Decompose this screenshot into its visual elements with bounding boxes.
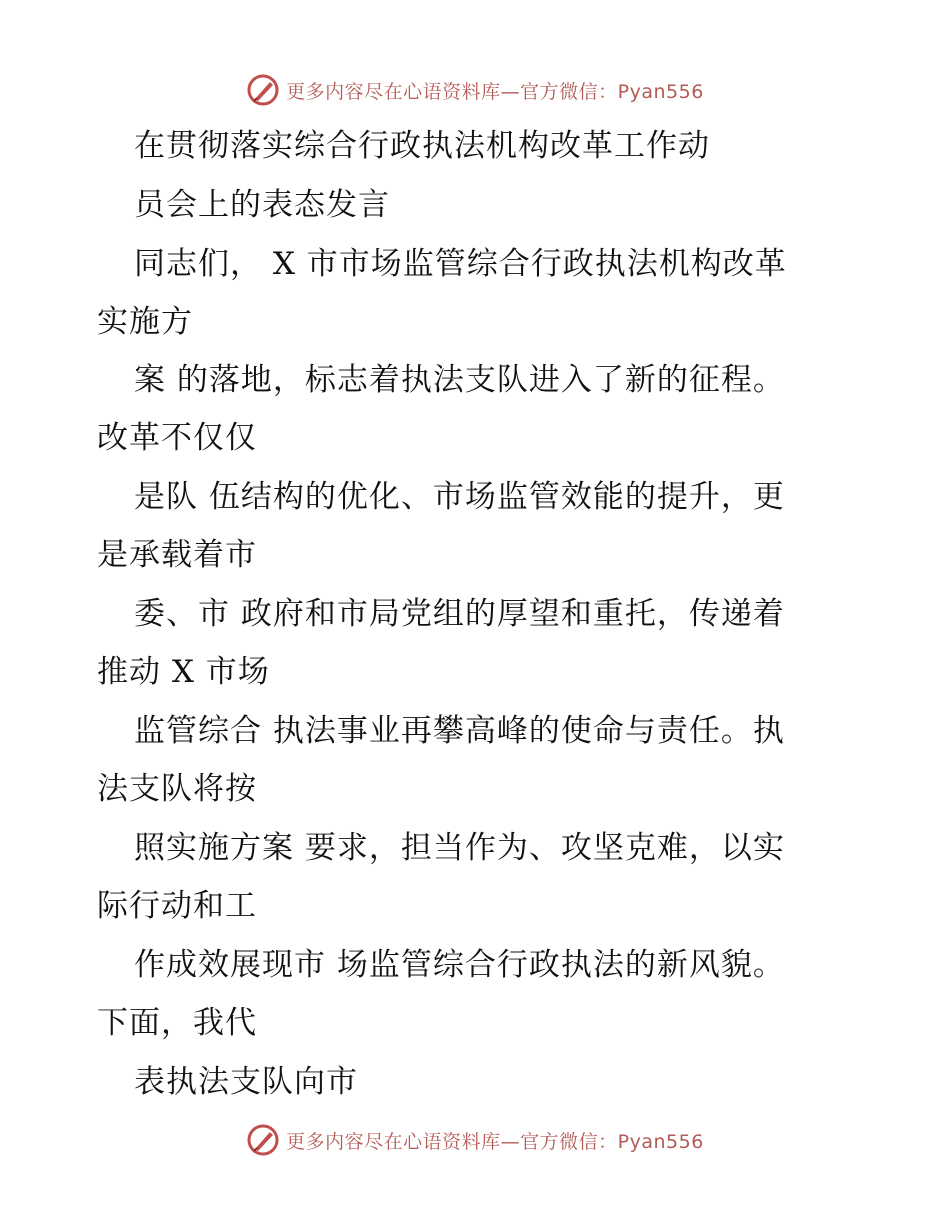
watermark-text: 更多内容尽在心语资料库—官方微信：Pyan556 [286, 80, 704, 103]
text-line: 是承载着市 [97, 537, 257, 573]
text-line: 案 的落地，标志着执法支队进入了新的征程。 [134, 362, 785, 398]
text-line: 委、市 政府和市局党组的厚望和重托，传递着 [134, 596, 785, 632]
text-line: 际行动和工 [97, 888, 257, 924]
text-line: 改革不仅仅 [97, 420, 257, 456]
text-line: 法支队将按 [97, 771, 257, 807]
watermark-banner-top [0, 70, 950, 110]
text-line: 照实施方案 要求，担当作为、攻坚克难，以实 [134, 830, 785, 866]
watermark-text: 更多内容尽在心语资料库—官方微信：Pyan556 [286, 1130, 704, 1153]
text-line: 推动 X 市场 [97, 654, 270, 690]
text-line: 作成效展现市 场监管综合行政执法的新风貌。 [134, 947, 785, 983]
text-line: 是队 伍结构的优化、市场监管效能的提升，更 [134, 479, 785, 515]
text-line: 表执法支队向市 [134, 1064, 358, 1100]
quill-circle-icon [246, 1123, 280, 1157]
text-line: 同志们， X 市市场监管综合行政执法机构改革 [134, 246, 787, 282]
text-line: 实施方 [97, 304, 193, 340]
text-line: 监管综合 执法事业再攀高峰的使命与责任。执 [134, 713, 785, 749]
quill-circle-icon [246, 73, 280, 107]
watermark-banner-bottom [0, 1120, 950, 1160]
text-line: 下面，我代 [97, 1005, 257, 1041]
text-line: 员会上的表态发言 [134, 187, 390, 223]
text-line: 在贯彻落实综合行政执法机构改革工作动 [134, 128, 710, 164]
